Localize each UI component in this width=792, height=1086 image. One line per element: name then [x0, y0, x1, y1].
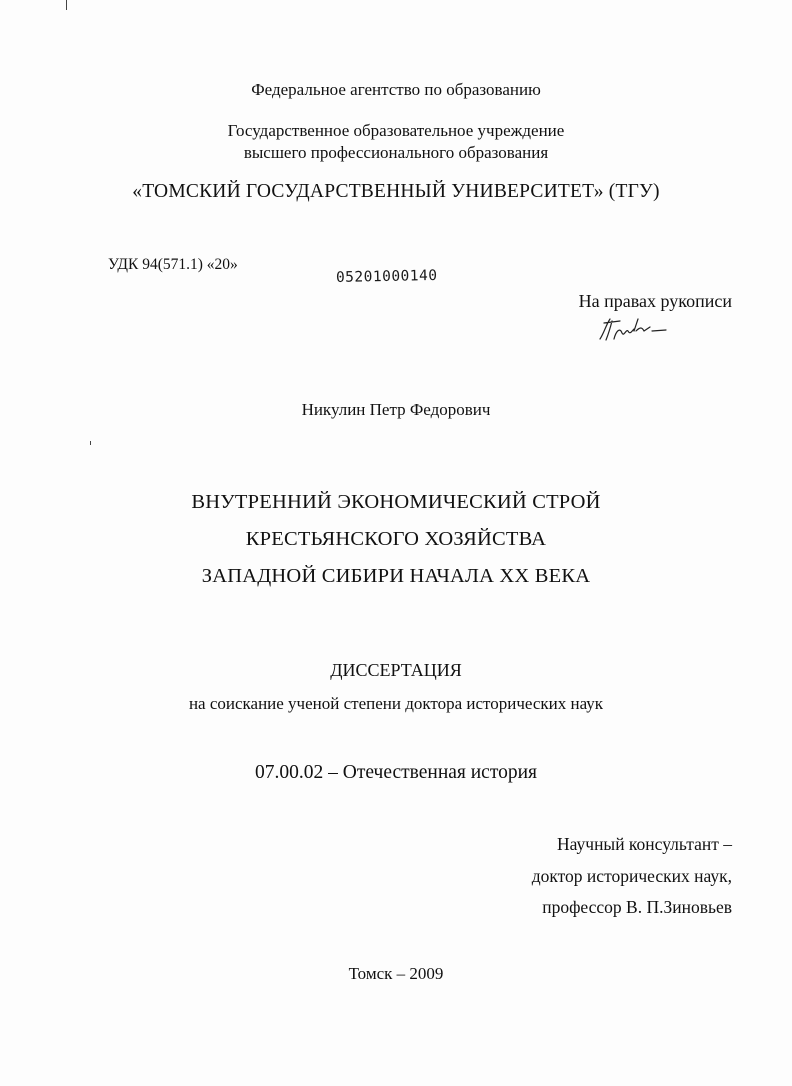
author-name: Никулин Петр Федорович [301, 400, 491, 419]
consultant-degree: доктор исторических наук, [531, 866, 732, 886]
consultant-label: Научный консультант – [557, 834, 732, 854]
author-signature [594, 313, 674, 343]
institution-line-2: высшего профессионального образования [243, 143, 549, 162]
agency-name: Федеральное агентство по образованию [251, 80, 541, 99]
institution-line-1: Государственное образовательное учреждение [227, 121, 565, 140]
consultant-name: профессор В. П.Зиновьев [542, 897, 732, 917]
title-line: ЗАПАДНОЙ СИБИРИ НАЧАЛА XX ВЕКА [201, 565, 591, 587]
udk-code: УДК 94(571.1) «20» [108, 256, 238, 273]
university-name: «ТОМСКИЙ ГОСУДАРСТВЕННЫЙ УНИВЕРСИТЕТ» (ТГУ) [132, 181, 660, 202]
city-year: Томск – 2009 [348, 964, 444, 983]
scan-speck [90, 441, 91, 445]
title-line: КРЕСТЬЯНСКОГО ХОЗЯЙСТВА [245, 528, 547, 550]
specialty-code: 07.00.02 – Отечественная история [254, 762, 538, 783]
title-line: ВНУТРЕННИЙ ЭКОНОМИЧЕСКИЙ СТРОЙ [191, 491, 601, 513]
work-type: ДИССЕРТАЦИЯ [330, 660, 462, 680]
manuscript-rights: На правах рукописи [578, 291, 732, 311]
scan-speck [66, 0, 67, 10]
degree-sought: на соискание ученой степени доктора исторических наук [188, 694, 604, 713]
registration-number-stamp: 05201000140 [335, 267, 438, 286]
